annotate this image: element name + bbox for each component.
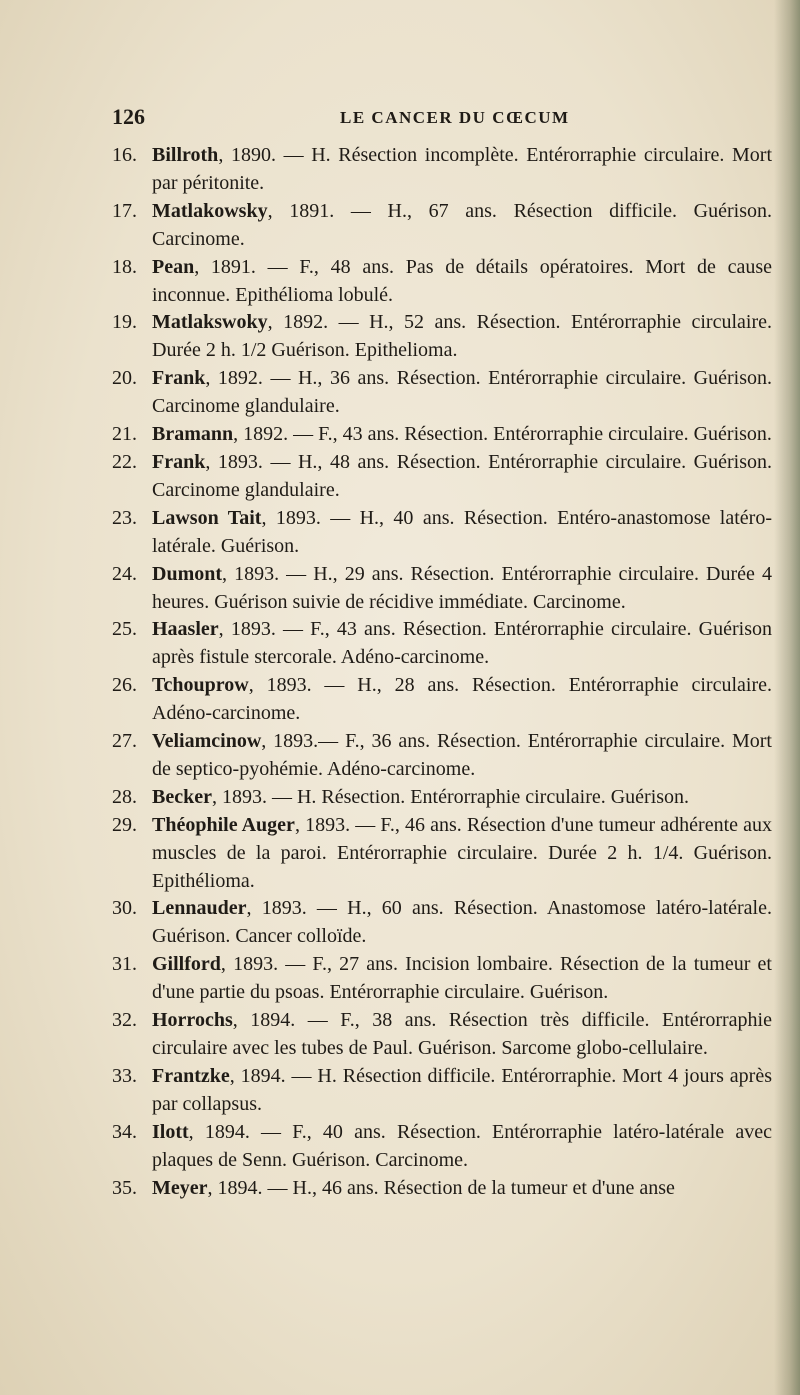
case-entry [112,784,772,812]
page-header [112,104,762,134]
case-number: 31. [112,953,137,976]
page-edge-shadow [774,0,800,1395]
case-description: , 1893. — H. Résection. Entérorraphie circulaire. Guérison. [211,785,690,808]
surgeon-name: Veliamcinow [152,730,262,753]
case-description: , 1894. — H., 46 ans. Résection de la tumeur et d'une anse [207,1176,675,1199]
case-description: , 1893. — H., 40 ans. Résection. Entéro-anastomose latéro-latérale. Guérison. [152,506,772,557]
case-entry [112,421,772,449]
surgeon-name: Matlakowsky [152,199,268,222]
running-title: LE CANCER DU CŒCUM [340,108,570,127]
case-number: 27. [112,730,137,753]
case-number: 17. [112,199,137,222]
case-entry [112,728,772,784]
case-description: , 1893. — F., 46 ans. Résection d'une tumeur adhérente aux muscles de la paroi. Entérorraphie circulaire. Durée 2 h. 1/4. Guérison. Epithélioma. [152,813,773,892]
case-number: 30. [112,897,137,920]
case-entry [112,505,772,561]
case-number: 22. [112,450,137,473]
case-entry [112,142,772,198]
surgeon-name: Lawson Tait [152,506,262,529]
surgeon-name: Haasler [152,618,219,641]
case-entry [112,1119,772,1175]
surgeon-name: Frank [152,450,206,473]
case-entry [112,1007,772,1063]
case-number: 26. [112,674,137,697]
case-number: 34. [112,1120,137,1143]
case-description: , 1893.— F., 36 ans. Résection. Entérorraphie circulaire. Mort de septico-pyohémie. Adéno-carcinome. [152,730,772,780]
case-number: 29. [112,813,137,836]
case-entry [112,449,772,505]
surgeon-name: Horrochs [152,1009,233,1032]
surgeon-name: Pean [152,255,195,278]
case-number: 23. [112,506,137,529]
case-description: , 1892. — H., 36 ans. Résection. Entérorraphie circulaire. Guérison. Carcinome glandulaire. [152,367,772,418]
case-entry [112,365,772,421]
case-entry [112,561,772,617]
surgeon-name: Frantzke [152,1064,230,1087]
surgeon-name: Meyer [152,1176,208,1199]
case-description: , 1891. — F., 48 ans. Pas de détails opératoires. Mort de cause inconnue. Epithélioma lobulé. [152,255,772,306]
case-entry [112,616,772,672]
case-description: , 1893. — H., 29 ans. Résection. Entérorraphie circulaire. Durée 4 heures. Guérison suivie de récidive immédiate. Carcinome. [152,562,772,613]
case-number: 33. [112,1064,137,1087]
case-number: 24. [112,562,137,585]
case-entry [112,812,772,896]
case-description: , 1894. — F., 38 ans. Résection très difficile. Entérorraphie circulaire avec les tubes de Paul. Guérison. Sarcome globo-cellulaire. [152,1009,772,1059]
case-description: , 1892. — F., 43 ans. Résection. Entérorraphie circulaire. Guérison. [233,423,772,446]
case-description: , 1893. — H., 60 ans. Résection. Anastomose latéro-latérale. Guérison. Cancer colloïde. [152,897,772,948]
case-list [112,142,772,1202]
case-entry [112,1175,772,1203]
surgeon-name: Dumont [152,562,223,585]
case-description: , 1892. — H., 52 ans. Résection. Entérorraphie circulaire. Durée 2 h. 1/2 Guérison. Epithelioma. [152,311,772,362]
case-entry [112,951,772,1007]
surgeon-name: Gillford [152,953,221,976]
case-number: 35. [112,1176,137,1199]
case-number: 28. [112,785,137,808]
case-number: 25. [112,618,137,641]
case-entry [112,1063,772,1119]
case-number: 20. [112,367,137,390]
case-description: , 1893. — H., 28 ans. Résection. Entérorraphie circulaire. Adéno-carcinome. [152,674,772,725]
surgeon-name: Tchouprow [152,674,249,697]
surgeon-name: Bramann [152,423,234,446]
case-entry [112,254,772,310]
case-description: , 1891. — H., 67 ans. Résection difficile. Guérison. Carcinome. [152,199,772,250]
surgeon-name: Théophile Auger [152,813,295,836]
case-number: 19. [112,311,137,334]
case-number: 21. [112,423,137,446]
page-number: 126 [112,104,145,129]
case-description: , 1890. — H. Résection incomplète. Entérorraphie circulaire. Mort par péritonite. [152,144,772,194]
case-entry [112,198,772,254]
surgeon-name: Ilott [152,1120,189,1143]
case-entry [112,309,772,365]
case-description: , 1893. — H., 48 ans. Résection. Entérorraphie circulaire. Guérison. Carcinome glandulaire. [152,450,772,501]
case-description: , 1894. — H. Résection difficile. Entérorraphie. Mort 4 jours après par collapsus. [152,1064,772,1115]
case-description: , 1894. — F., 40 ans. Résection. Entérorraphie latéro-latérale avec plaques de Senn. Guérison. Carcinome. [152,1120,772,1171]
case-entry [112,895,772,951]
surgeon-name: Billroth [152,144,219,166]
case-description: , 1893. — F., 27 ans. Incision lombaire. Résection de la tumeur et d'une partie du psoas. Entérorraphie circulaire. Guérison. [152,953,772,1004]
surgeon-name: Lennauder [152,897,247,920]
case-number: 16. [112,144,137,166]
surgeon-name: Frank [152,367,206,390]
surgeon-name: Becker [152,785,212,808]
case-number: 18. [112,255,137,278]
case-description: , 1893. — F., 43 ans. Résection. Entérorraphie circulaire. Guérison après fistule stercorale. Adéno-carcinome. [152,618,772,669]
surgeon-name: Matlakswoky [152,311,268,334]
case-entry [112,672,772,728]
case-number: 32. [112,1009,137,1032]
